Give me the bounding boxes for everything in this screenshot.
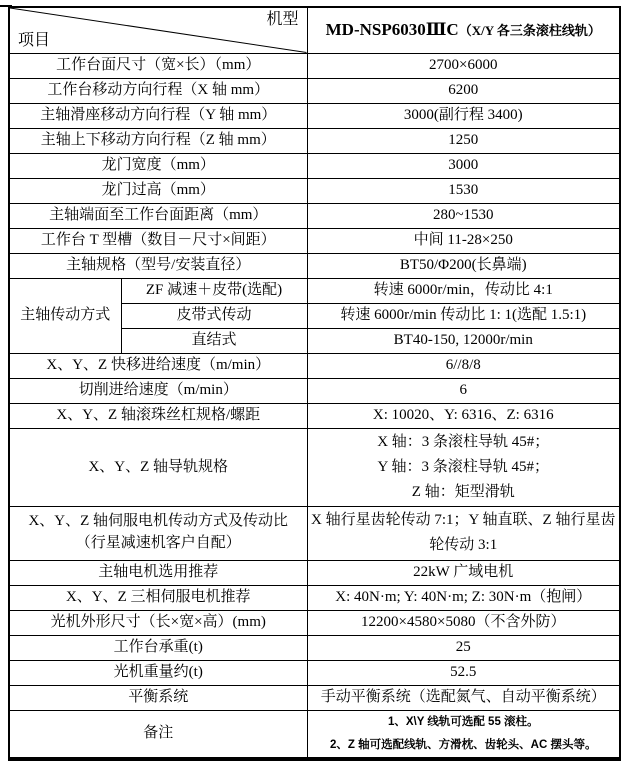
transmission-value: BT40-150, 12000r/min	[307, 328, 620, 353]
spec-value: X: 40N·m; Y: 40N·m; Z: 30N·m（抱闸）	[307, 585, 620, 610]
transmission-row	[9, 278, 620, 303]
transmission-type: 皮带式传动	[121, 303, 307, 328]
transmission-value: 转速 6000r/min 传动比 1: 1(选配 1.5:1)	[307, 303, 620, 328]
spec-row	[9, 53, 620, 78]
servo-row	[9, 506, 620, 560]
spec-value: 1530	[307, 178, 620, 203]
spec-value: 280~1530	[307, 203, 620, 228]
spec-label: 工作台承重(t)	[9, 635, 307, 660]
spec-row	[9, 403, 620, 428]
header-machine-type-label: 机型	[266, 11, 299, 28]
spec-value: 6//8/8	[307, 353, 620, 378]
model-header-cell	[307, 7, 620, 53]
spec-value: 6	[307, 378, 620, 403]
spec-row	[9, 560, 620, 585]
servo-label-line1: X、Y、Z 轴伺服电机传动方式及传动比	[28, 513, 289, 530]
spec-label: 光机重量约(t)	[9, 660, 307, 685]
spec-row	[9, 228, 620, 253]
spec-value: 25	[307, 635, 620, 660]
spec-row	[9, 178, 620, 203]
spec-value: BT50/Φ200(长鼻端)	[307, 253, 620, 278]
transmission-type: 直结式	[121, 328, 307, 353]
notes-label: 备注	[9, 710, 307, 759]
model-name: MD-NSP6030ⅢC	[325, 20, 459, 40]
spec-row	[9, 585, 620, 610]
spec-row	[9, 610, 620, 635]
spec-table	[8, 6, 621, 761]
notes-row	[9, 710, 620, 759]
spec-value: 12200×4580×5080（不含外防）	[307, 610, 620, 635]
spec-label: 平衡系统	[9, 685, 307, 710]
spec-label: 主轴端面至工作台面距离（mm）	[9, 203, 307, 228]
transmission-value: 转速 6000r/min，传动比 4:1	[307, 278, 620, 303]
guideway-line-z: Z 轴：矩型滑轨	[411, 483, 515, 500]
spec-label: 切削进给速度（m/min）	[9, 378, 307, 403]
spec-label: 主轴规格（型号/安装直径）	[9, 253, 307, 278]
servo-value: X 轴行星齿轮传动 7:1；Y 轴直联、Z 轴行星齿轮传动 3:1	[307, 506, 620, 560]
spec-row	[9, 78, 620, 103]
guideway-line-x: X 轴：3 条滚柱导轨 45#；	[377, 433, 550, 450]
spec-row	[9, 253, 620, 278]
spec-label: 主轴电机选用推荐	[9, 560, 307, 585]
spec-label: 龙门宽度（mm）	[9, 153, 307, 178]
spec-row	[9, 353, 620, 378]
spec-value: 52.5	[307, 660, 620, 685]
spec-row	[9, 635, 620, 660]
notes-line-2: 2、Z 轴可选配线轨、方滑枕、齿轮头、AC 摆头等。	[330, 738, 597, 751]
spec-label: 光机外形尺寸（长×宽×高）(mm)	[9, 610, 307, 635]
spec-label: 龙门过高（mm）	[9, 178, 307, 203]
spec-value: X: 10020、Y: 6316、Z: 6316	[307, 403, 620, 428]
spec-label: 工作台面尺寸（宽×长）（mm）	[9, 53, 307, 78]
transmission-label: 主轴传动方式	[9, 278, 121, 353]
spec-value: 1250	[307, 128, 620, 153]
spec-sheet	[8, 6, 621, 761]
spec-value: 中间 11-28×250	[307, 228, 620, 253]
spec-label: X、Y、Z 三相伺服电机推荐	[9, 585, 307, 610]
spec-value: 2700×6000	[307, 53, 620, 78]
spec-label: 工作台移动方向行程（X 轴 mm）	[9, 78, 307, 103]
spec-row	[9, 103, 620, 128]
notes-value	[307, 710, 620, 759]
diagonal-line	[10, 8, 307, 53]
model-note: （X/Y 各三条滚柱线轨）	[458, 23, 601, 39]
spec-value: 3000(副行程 3400)	[307, 103, 620, 128]
spec-value: 3000	[307, 153, 620, 178]
spec-value: 手动平衡系统（选配氮气、自动平衡系统）	[307, 685, 620, 710]
spec-label: 工作台 T 型槽（数目－尺寸×间距）	[9, 228, 307, 253]
spec-row	[9, 660, 620, 685]
spec-row	[9, 378, 620, 403]
spec-row	[9, 203, 620, 228]
spec-row	[9, 128, 620, 153]
spec-label: 主轴上下移动方向行程（Z 轴 mm）	[9, 128, 307, 153]
spec-value: 6200	[307, 78, 620, 103]
guideway-value	[307, 428, 620, 506]
spec-row	[9, 685, 620, 710]
servo-label-line2: （行星减速机客户自配）	[75, 535, 241, 551]
notes-line-1: 1、X\Y 线轨可选配 55 滚柱。	[387, 715, 539, 728]
spec-value: 22kW 广域电机	[307, 560, 620, 585]
spec-label: X、Y、Z 快移进给速度（m/min）	[9, 353, 307, 378]
guideway-label: X、Y、Z 轴导轨规格	[9, 428, 307, 506]
guideway-row	[9, 428, 620, 506]
spec-label: X、Y、Z 轴滚珠丝杠规格/螺距	[9, 403, 307, 428]
spec-row	[9, 153, 620, 178]
servo-label	[9, 506, 307, 560]
guideway-line-y: Y 轴：3 条滚柱导轨 45#；	[377, 458, 550, 475]
header-item-label: 项目	[18, 31, 51, 49]
transmission-type: ZF 减速＋皮带(选配)	[121, 278, 307, 303]
spec-label: 主轴滑座移动方向行程（Y 轴 mm）	[9, 103, 307, 128]
header-row	[9, 7, 620, 53]
diagonal-header-cell	[9, 7, 307, 53]
